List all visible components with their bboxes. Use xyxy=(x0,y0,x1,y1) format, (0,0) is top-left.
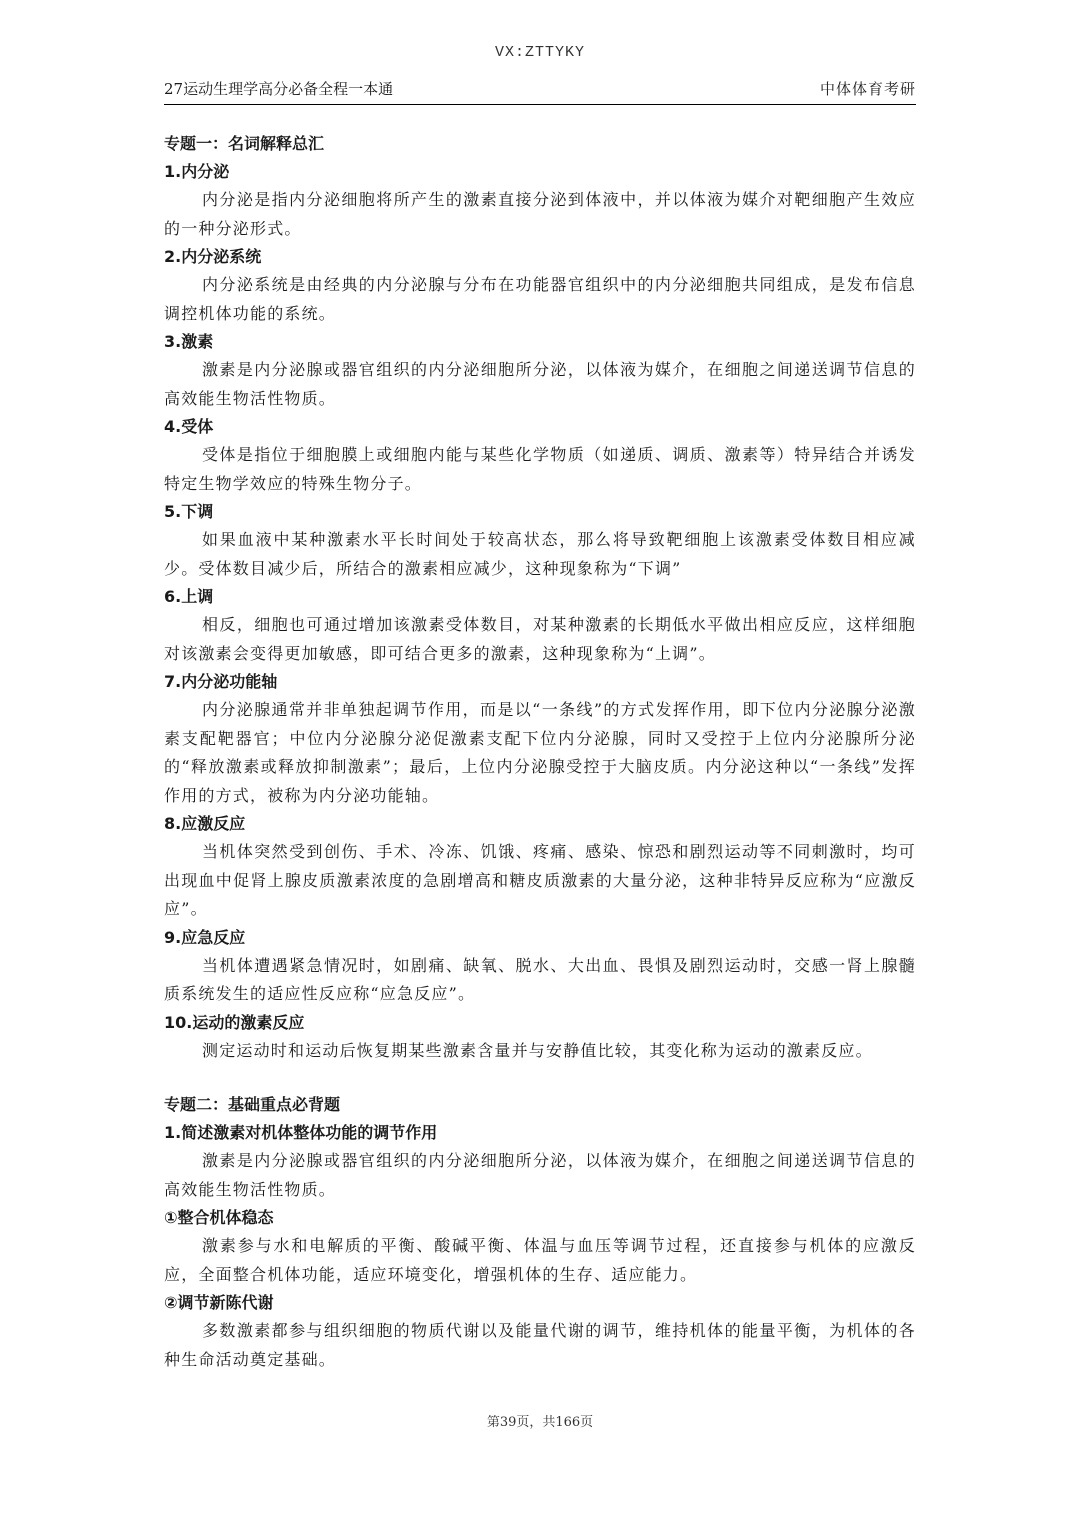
point-text: 激素参与水和电解质的平衡、酸碱平衡、体温与血压等调节过程，还直接参与机体的应激反应，全面整合机体功能，适应环境变化，增强机体的生存、适应能力。 xyxy=(164,1236,916,1284)
term-definition: 测定运动时和运动后恢复期某些激素含量并与安静值比较，其变化称为运动的激素反应。 xyxy=(202,1040,873,1060)
term-definition: 激素是内分泌腺或器官组织的内分泌细胞所分泌，以体液为媒介，在细胞之间递送调节信息的高效能生物活性物质。 xyxy=(164,360,916,408)
main-content xyxy=(164,128,916,1374)
term-definition: 内分泌系统是由经典的内分泌腺与分布在功能器官组织中的内分泌细胞共同组成，是发布信息调控机体功能的系统。 xyxy=(164,275,916,323)
section-title: 专题二：基础重点必背题 xyxy=(164,1095,341,1114)
term-definition: 当机体突然受到创伤、手术、冷冻、饥饿、疼痛、感染、惊恐和剧烈运动等不同刺激时，均可出现血中促肾上腺皮质激素浓度的急剧增高和糖皮质激素的大量分泌，这种非特异反应称为“应激反应”。 xyxy=(164,842,916,918)
term-heading: 4.受体 xyxy=(164,417,214,436)
header-publisher: 中体体育考研 xyxy=(819,80,916,98)
term-definition: 当机体遭遇紧急情况时，如剧痛、缺氧、脱水、大出血、畏惧及剧烈运动时，交感一肾上腺髓质系统发生的适应性反应称“应急反应”。 xyxy=(164,955,916,1003)
question-heading: 1.简述激素对机体整体功能的调节作用 xyxy=(164,1123,438,1142)
point-text: 多数激素都参与组织细胞的物质代谢以及能量代谢的调节，维持机体的能量平衡，为机体的各种生命活动奠定基础。 xyxy=(164,1321,916,1369)
term-heading: 3.激素 xyxy=(164,332,214,351)
term-definition: 受体是指位于细胞膜上或细胞内能与某些化学物质（如递质、调质、激素等）特异结合并诱发特定生物学效应的特殊生物分子。 xyxy=(164,445,916,493)
term-heading: 1.内分泌 xyxy=(164,162,230,181)
term-definition: 内分泌腺通常并非单独起调节作用，而是以“一条线”的方式发挥作用，即下位内分泌腺分泌激素支配靶器官；中位内分泌腺分泌促激素支配下位内分泌腺，同时又受控于上位内分泌腺所分泌的“释放激素或释放抑制激素”；最后，上位内分泌腺受控于大脑皮质。内分泌这种以“一条线”发挥作用的方式，被称为内分泌功能轴。 xyxy=(164,700,916,805)
term-heading: 10.运动的激素反应 xyxy=(164,1012,305,1032)
term-heading: 8.应激反应 xyxy=(164,814,246,833)
term-definition: 相反，细胞也可通过增加该激素受体数目，对某种激素的长期低水平做出相应反应，这样细胞对该激素会变得更加敏感，即可结合更多的激素，这种现象称为“上调”。 xyxy=(164,615,916,663)
term-definition: 如果血液中某种激素水平长时间处于较高状态，那么将导致靶细胞上该激素受体数目相应减少。受体数目减少后，所结合的激素相应减少，这种现象称为“下调” xyxy=(164,530,916,578)
page-header xyxy=(164,78,916,105)
term-heading: 2.内分泌系统 xyxy=(164,247,262,266)
page-number: 第39页，共166页 xyxy=(486,1415,594,1430)
term-heading: 9.应急反应 xyxy=(164,927,246,947)
term-heading: 6.上调 xyxy=(164,587,214,606)
term-definition: 内分泌是指内分泌细胞将所产生的激素直接分泌到体液中，并以体液为媒介对靶细胞产生效应的一种分泌形式。 xyxy=(164,190,916,238)
term-heading: 5.下调 xyxy=(164,502,214,521)
section-title: 专题一：名词解释总汇 xyxy=(164,134,325,153)
point-heading: ①整合机体稳态 xyxy=(164,1208,274,1227)
point-heading: ②调节新陈代谢 xyxy=(164,1293,274,1312)
watermark-text: VX:ZTTYKY xyxy=(494,44,585,61)
term-heading: 7.内分泌功能轴 xyxy=(164,672,278,691)
question-answer: 激素是内分泌腺或器官组织的内分泌细胞所分泌，以体液为媒介，在细胞之间递送调节信息的高效能生物活性物质。 xyxy=(164,1151,916,1199)
header-book-title: 27运动生理学高分必备全程一本通 xyxy=(164,80,394,98)
